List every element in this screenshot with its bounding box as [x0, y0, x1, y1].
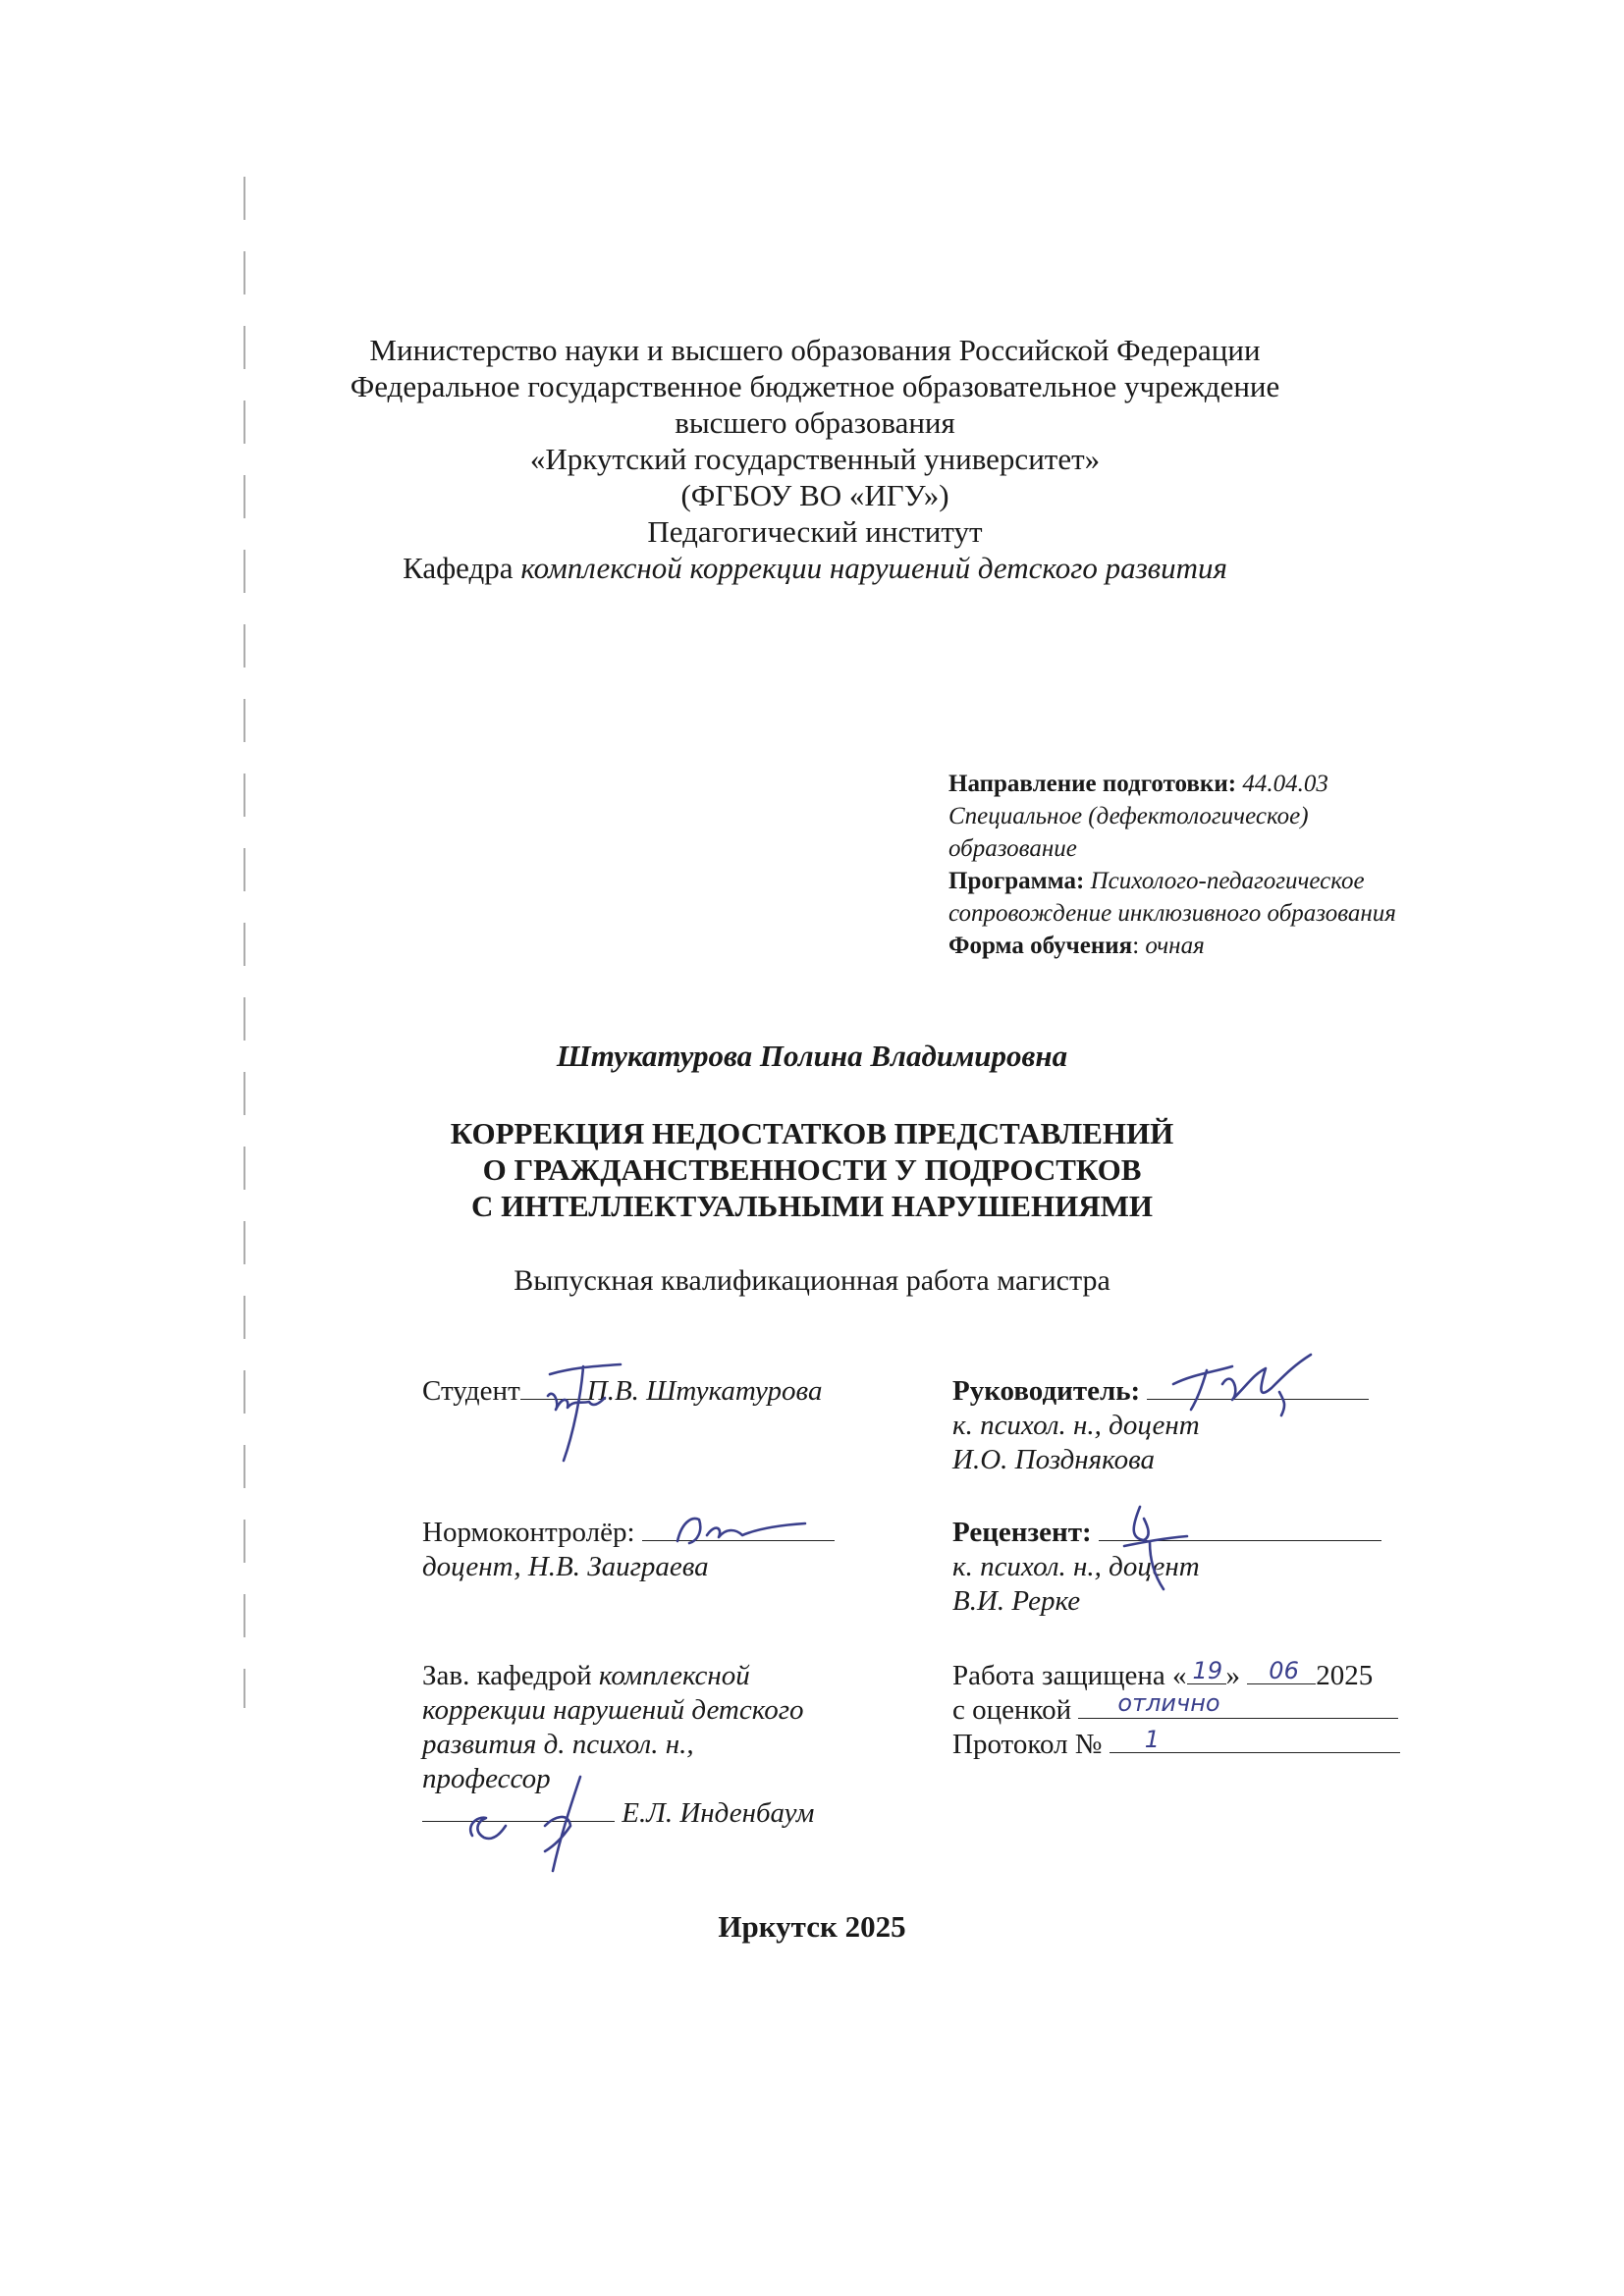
direction-code: 44.04.03 [1242, 771, 1328, 797]
ministry-line: Министерство науки и высшего образования Российской Федерации [369, 333, 1261, 367]
reviewer-name: В.И. Рерке [952, 1585, 1081, 1617]
head-dept-3: развития д. психол. н., [422, 1729, 694, 1760]
direction-name-1: Специальное (дефектологическое) [948, 803, 1309, 829]
head-dept-1: комплексной [598, 1660, 750, 1691]
title-line-3: С ИНТЕЛЛЕКТУАЛЬНЫМИ НАРУШЕНИЯМИ [471, 1189, 1153, 1223]
scan-edge [244, 177, 245, 1708]
institution-type-line: Федеральное государственное бюджетное образовательное учреждение [350, 369, 1280, 403]
form-label: Форма обучения [948, 933, 1133, 959]
defense-label: Работа защищена « [952, 1660, 1187, 1691]
protocol-value: 1 [1144, 1726, 1161, 1753]
student-label: Студент [422, 1375, 520, 1407]
institution-header [324, 332, 1306, 586]
reviewer-degree: к. психол. н., доцент [952, 1551, 1200, 1582]
university-abbr: (ФГБОУ ВО «ИГУ») [680, 478, 949, 512]
head-title: профессор [422, 1763, 551, 1794]
form-value: очная [1145, 933, 1205, 959]
education-level-line: высшего образования [675, 405, 955, 440]
defense-year: 2025 [1316, 1660, 1374, 1691]
supervisor-label: Руководитель: [952, 1375, 1141, 1407]
head-dept-2: коррекции нарушений детского [422, 1694, 804, 1726]
program-name-1: Психолого-педагогическое [1090, 868, 1365, 894]
direction-label: Направление подготовки: [948, 771, 1237, 797]
city-year: Иркутск 2025 [718, 1909, 906, 1944]
grade-label: с оценкой [952, 1694, 1072, 1726]
program-name-2: сопровождение инклюзивного образования [948, 900, 1396, 927]
program-info: Направление подготовки: 44.04.03 Специальное (дефектологическое) образование Программа: Психолого-педагогическое сопровождение инклюзивного образования Форма обучения: очная [948, 768, 1498, 962]
supervisor-name: И.О. Позднякова [952, 1444, 1156, 1475]
protocol-label: Протокол № [952, 1729, 1103, 1760]
normcontrol-person: доцент, Н.В. Заиграева [422, 1551, 709, 1582]
defense-day: 19 [1192, 1657, 1223, 1684]
title-line-2: О ГРАЖДАНСТВЕННОСТИ У ПОДРОСТКОВ [482, 1152, 1142, 1187]
student-signature-icon [530, 1345, 638, 1472]
supervisor-degree: к. психол. н., доцент [952, 1410, 1200, 1441]
student-block [422, 1374, 822, 1409]
author-name: Штукатурова Полина Владимировна [556, 1039, 1068, 1073]
department-name: комплексной коррекции нарушений детского развития [520, 551, 1227, 585]
department-line [324, 550, 1306, 586]
program-label: Программа: [948, 868, 1085, 894]
grade-value: отлично [1117, 1689, 1220, 1717]
work-type: Выпускная квалификационная работа магистра [514, 1264, 1110, 1297]
reviewer-label: Рецензент: [952, 1517, 1092, 1548]
university-name: «Иркутский государственный университет» [529, 442, 1101, 476]
normcontrol-block [422, 1516, 835, 1584]
normcontrol-label: Нормоконтролёр: [422, 1517, 635, 1548]
title-line-1: КОРРЕКЦИЯ НЕДОСТАТКОВ ПРЕДСТАВЛЕНИЙ [450, 1116, 1174, 1150]
supervisor-block [952, 1374, 1369, 1477]
head-block [422, 1659, 814, 1831]
defense-mid: » [1225, 1660, 1241, 1691]
department-label: Кафедра [403, 551, 514, 585]
direction-name-2: образование [948, 835, 1077, 862]
defense-block [952, 1659, 1400, 1762]
head-name: Е.Л. Инденбаум [622, 1797, 815, 1829]
student-name: П.В. Штукатурова [586, 1375, 823, 1407]
thesis-title [0, 1115, 1624, 1224]
reviewer-block [952, 1516, 1381, 1619]
institute-name: Педагогический институт [647, 514, 983, 549]
defense-month: 06 [1269, 1657, 1299, 1684]
head-label: Зав. кафедрой [422, 1660, 592, 1691]
